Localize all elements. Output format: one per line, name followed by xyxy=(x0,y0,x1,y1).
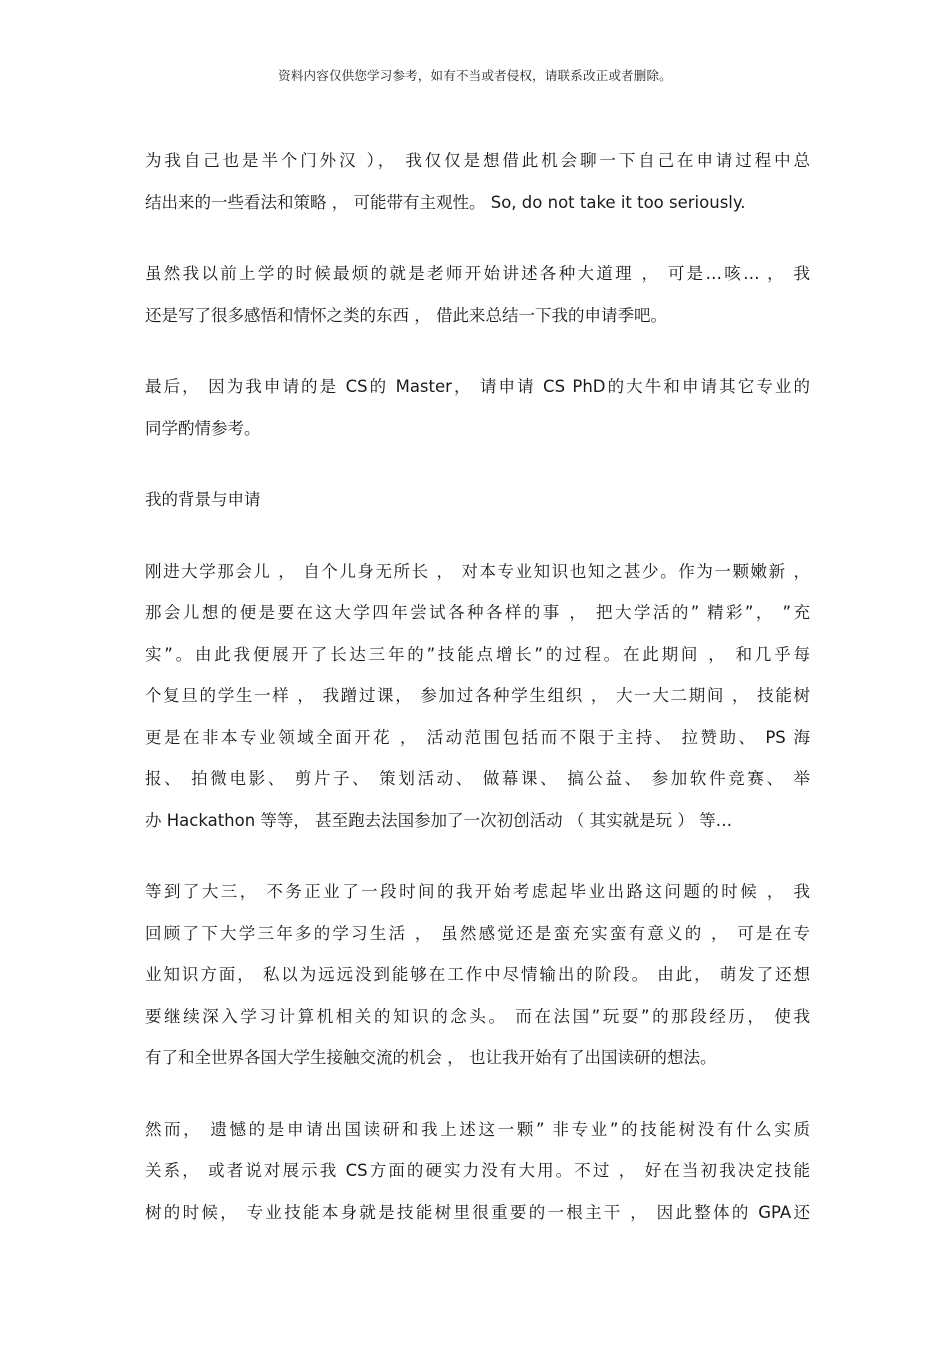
text-line: 个复旦的学生一样 ， 我蹭过课， 参加过各种学生组织 ， 大一大二期间 ， 技能树 xyxy=(145,686,810,705)
paragraph xyxy=(145,366,810,449)
text-line: 树的时候， 专业技能本身就是技能树里很重要的一根主干 ， 因此整体的 GPA还 xyxy=(145,1202,810,1222)
paragraph xyxy=(145,871,810,1079)
text-line: 报、 拍微电影、 剪片子、 策划活动、 做幕课、 搞公益、 参加软件竞赛、 举 xyxy=(145,769,810,788)
text-line: 更是在非本专业领域全面开花 ， 活动范围包括而不限于主持、 拉赞助、 PS 海 xyxy=(145,727,810,747)
text-line: 最后， 因为我申请的是 CS的 Master， 请申请 CS PhD的大牛和申请其它专业的 xyxy=(145,377,810,396)
paragraph xyxy=(145,253,810,336)
paragraph xyxy=(145,551,810,842)
paragraph xyxy=(145,140,810,223)
text-line: 结出来的一些看法和策略 ， 可能带有主观性。 So, do not take it too seriously. xyxy=(145,192,746,212)
text-line: 等到了大三， 不务正业了一段时间的我开始考虑起毕业出路这问题的时候 ， 我 xyxy=(145,882,810,901)
text-line: 为我自己也是半个门外汉 ）， 我仅仅是想借此机会聊一下自己在申请过程中总 xyxy=(145,151,810,170)
text-line: 虽然我以前上学的时候最烦的就是老师开始讲述各种大道理 ， 可是…咳… ， 我 xyxy=(145,264,810,283)
text-line: 同学酌情参考。 xyxy=(145,418,261,438)
paragraph xyxy=(145,1109,810,1234)
section-heading-text: 我的背景与申请 xyxy=(145,490,261,509)
text-line: 然而， 遗憾的是申请出国读研和我上述这一颗” 非专业”的技能树没有什么实质 xyxy=(145,1119,810,1139)
text-line: 回顾了下大学三年多的学习生活 ， 虽然感觉还是蛮充实蛮有意义的 ， 可是在专 xyxy=(145,923,810,943)
text-line: 实”。由此我便展开了长达三年的”技能点增长”的过程。在此期间 ， 和几乎每 xyxy=(145,644,810,664)
text-line: 业知识方面， 私以为远远没到能够在工作中尽情输出的阶段。 由此， 萌发了还想 xyxy=(145,965,810,984)
text-line: 那会儿想的便是要在这大学四年尝试各种各样的事 ， 把大学活的” 精彩”， ”充 xyxy=(145,603,810,622)
disclaimer-header: 资料内容仅供您学习参考，如有不当或者侵权，请联系改正或者删除。 xyxy=(278,68,672,83)
article-body xyxy=(145,140,810,1263)
text-line: 刚进大学那会儿 ， 自个儿身无所长 ， 对本专业知识也知之甚少。作为一颗嫩新 ， xyxy=(145,561,810,581)
section-heading xyxy=(145,479,810,521)
text-line: 要继续深入学习计算机相关的知识的念头。 而在法国”玩耍”的那段经历， 使我 xyxy=(145,1006,810,1026)
text-line: 关系， 或者说对展示我 CS方面的硬实力没有大用。不过 ， 好在当初我决定技能 xyxy=(145,1161,810,1180)
text-line: 有了和全世界各国大学生接触交流的机会 ， 也让我开始有了出国读研的想法。 xyxy=(145,1048,717,1067)
text-line: 办 Hackathon 等等， 甚至跑去法国参加了一次初创活动 （ 其实就是玩 ） 等… xyxy=(145,810,733,830)
text-line: 还是写了很多感悟和情怀之类的东西 ， 借此来总结一下我的申请季吧。 xyxy=(145,305,667,325)
